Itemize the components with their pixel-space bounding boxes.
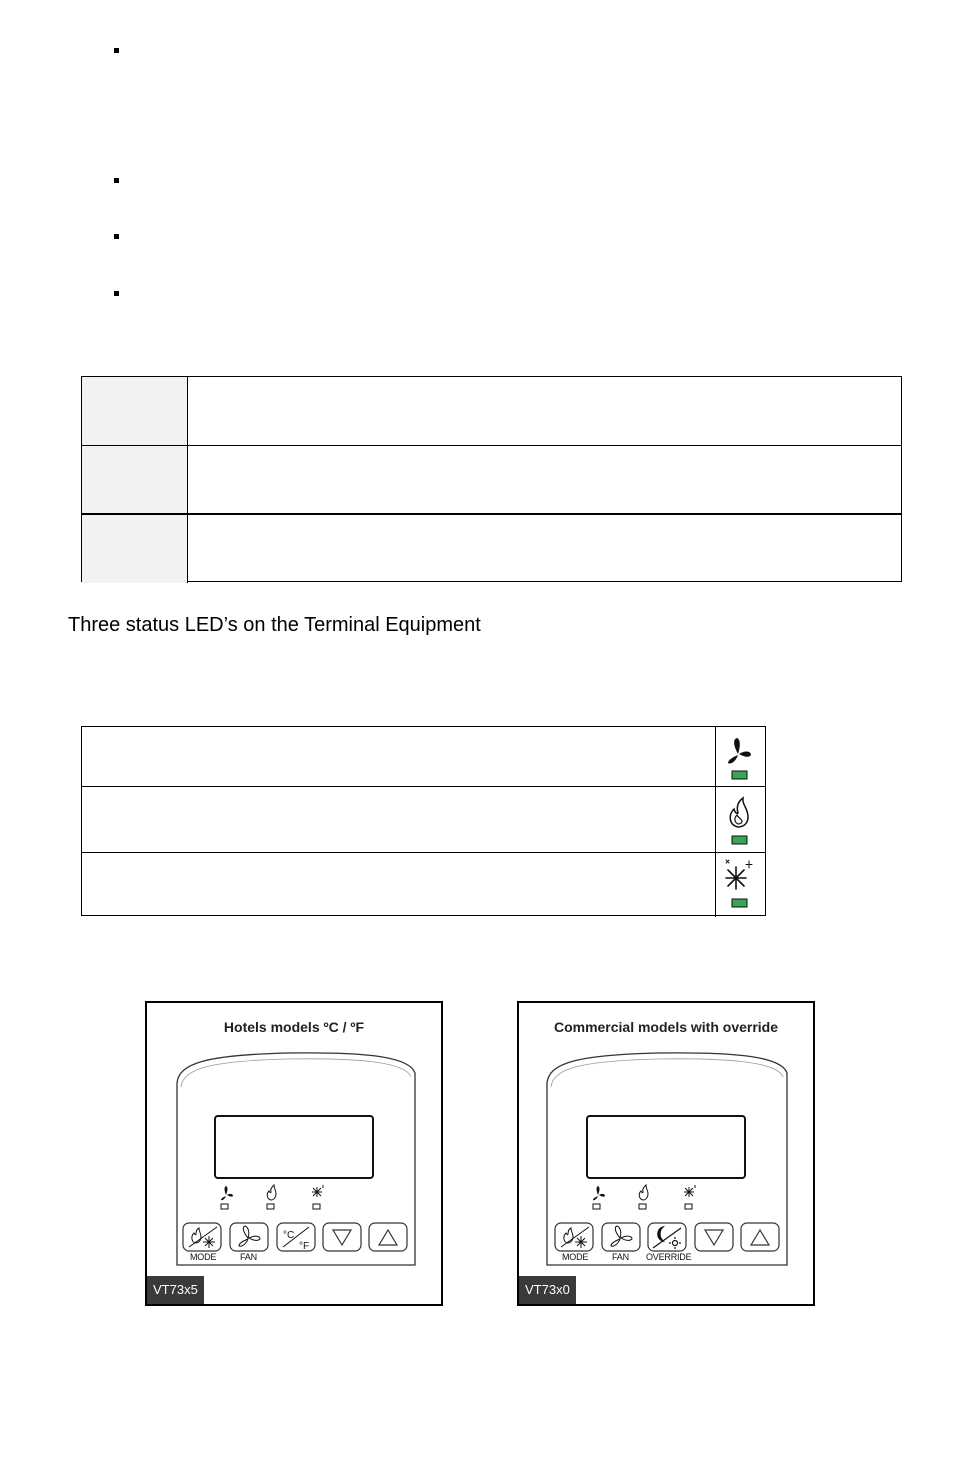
- thermostat-panel-commercial: [517, 1001, 815, 1306]
- model-label: VT73x5: [147, 1276, 204, 1304]
- flame-icon: [723, 793, 757, 845]
- caption: Three status LED’s on the Terminal Equipment: [68, 614, 481, 636]
- button-label-fan: FAN: [612, 1252, 629, 1262]
- led-row-heat: [82, 786, 765, 853]
- led-icon-cell: [715, 727, 765, 786]
- info-table-row: [82, 377, 901, 445]
- panel-title: Commercial models with override: [553, 1019, 779, 1035]
- info-table-label-cell: [82, 446, 188, 514]
- info-table-row: [82, 513, 901, 583]
- svg-text:°F: °F: [299, 1241, 310, 1252]
- led-row-cool: [82, 852, 765, 917]
- led-row-fan: [82, 727, 765, 786]
- button-label-override: OVERRIDE: [646, 1252, 692, 1262]
- led-table: [81, 726, 766, 916]
- info-table-label-cell: [82, 515, 188, 583]
- info-table-row: [82, 445, 901, 514]
- info-table-label-cell: [82, 377, 188, 445]
- button-label-mode: MODE: [562, 1252, 589, 1262]
- snowflake-icon: [723, 859, 757, 909]
- button-label-mode: MODE: [190, 1252, 217, 1262]
- bullet-2: [114, 178, 119, 183]
- led-icon-cell: [715, 787, 765, 853]
- bullet-3: [114, 234, 119, 239]
- model-label: VT73x0: [519, 1276, 576, 1304]
- info-table: [81, 376, 902, 582]
- led-icon-cell: [715, 853, 765, 917]
- bullet-1: [114, 48, 119, 53]
- thermostat-panel-hotel: [145, 1001, 443, 1306]
- fan-icon: [723, 733, 757, 781]
- bullet-4: [114, 291, 119, 296]
- panel-title: Hotels models ºC / ºF: [223, 1019, 365, 1035]
- button-label-fan: FAN: [240, 1252, 257, 1262]
- svg-text:°C: °C: [283, 1230, 295, 1241]
